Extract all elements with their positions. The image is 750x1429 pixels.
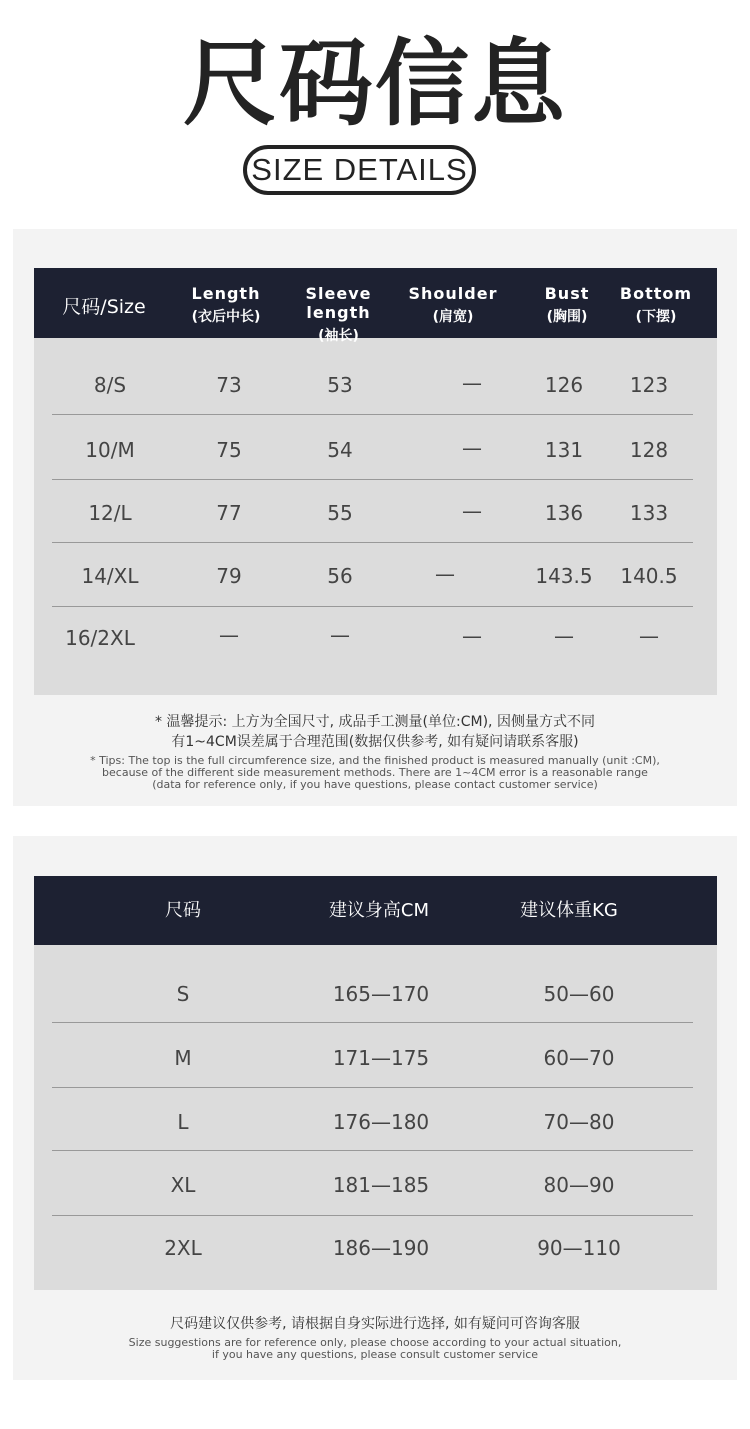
table-row: 8/S 73 53 — 126 123	[52, 338, 693, 415]
table-row: 10/M 75 54 — 131 128	[52, 415, 693, 480]
table-row: 16/2XL — — — — —	[65, 623, 659, 650]
header-sleeve-length: Sleeve length (袖长)	[305, 284, 372, 344]
header-shoulder: Shoulder (肩宽)	[408, 284, 498, 325]
header-size: 尺码	[165, 900, 201, 921]
size-chart-panel	[13, 229, 737, 806]
table-row: XL 181—185 80—90	[52, 1151, 693, 1216]
header-weight: 建议体重KG	[520, 900, 618, 921]
header-bust: Bust (胸围)	[544, 284, 590, 325]
table-row: S 165—170 50—60	[52, 945, 693, 1023]
table-row: L 176—180 70—80	[52, 1088, 693, 1151]
page-title: 尺码信息	[182, 30, 567, 139]
header-size: 尺码/Size	[62, 296, 146, 318]
header-bottom: Bottom (下摆)	[619, 284, 693, 325]
header-length: Length (衣后中长)	[191, 284, 261, 325]
subtitle-badge: SIZE DETAILS	[243, 145, 476, 195]
table-row: 12/L 77 55 — 136 133	[52, 480, 693, 543]
size-recommendation-panel	[13, 836, 737, 1380]
table-row: 14/XL 79 56 — 143.5 140.5	[52, 543, 693, 607]
size-chart-note: * 温馨提示: 上方为全国尺寸, 成品手工测量(单位:CM), 因侧量方式不同 有1~4CM误差属于合理范围(数据仅供参考, 如有疑问请联系客服) * Tips: The top is the full circumference size, and the finished product is measured manually (unit :CM), because of the different side measurement methods. There are 1~4CM error is a reasonable range (data for reference only, if you have questions, please contact customer service)	[90, 714, 660, 791]
table-row: 2XL 186—190 90—110	[164, 1236, 621, 1260]
header-height: 建议身高CM	[328, 900, 430, 921]
size-chart-table	[34, 268, 717, 695]
size-recommendation-table	[34, 876, 717, 1290]
recommendation-header	[34, 876, 717, 945]
table-row: M 171—175 60—70	[52, 1023, 693, 1088]
recommendation-note: 尺码建议仅供参考, 请根据自身实际进行选择, 如有疑问可咨询客服 Size suggestions are for reference only, please choose according to your actual situation, if you have any questions, please consult customer service	[128, 1316, 622, 1361]
size-chart-header	[34, 268, 717, 344]
